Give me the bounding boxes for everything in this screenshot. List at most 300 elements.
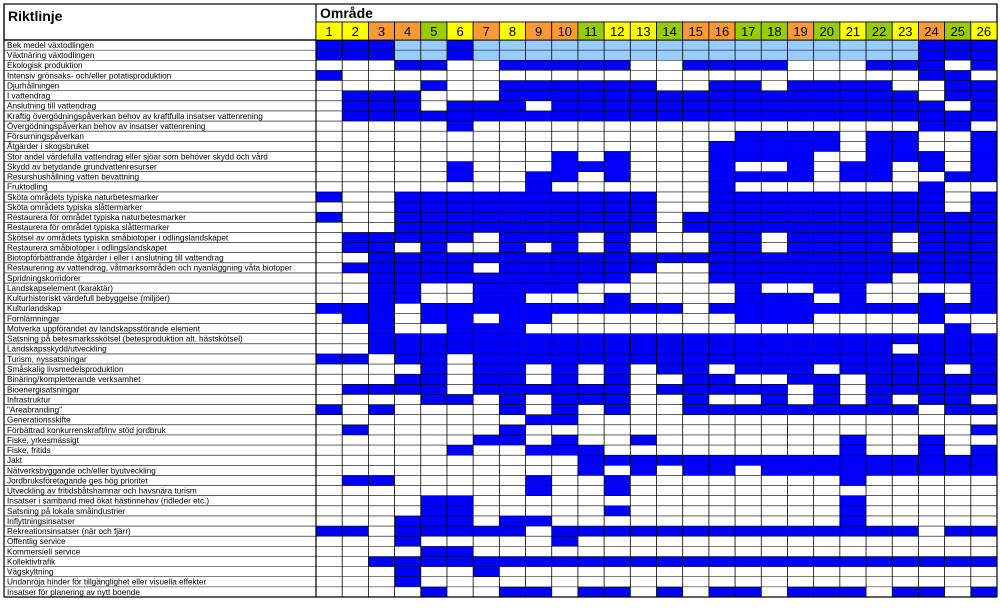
matrix-cell	[787, 212, 813, 222]
matrix-cell	[761, 40, 787, 50]
matrix-cell	[971, 50, 997, 60]
matrix-cell	[630, 101, 656, 111]
row-label: Fiske, fritids	[7, 446, 51, 456]
matrix-cell	[945, 303, 971, 313]
matrix-cell	[473, 526, 499, 536]
row-label: Jakt	[7, 456, 23, 466]
matrix-cell	[761, 334, 787, 344]
matrix-cell	[421, 384, 447, 394]
area-header-label: 11	[584, 24, 598, 39]
matrix-cell	[578, 526, 604, 536]
matrix-cell	[552, 394, 578, 404]
matrix-cell	[526, 354, 552, 364]
matrix-cell	[499, 222, 525, 232]
matrix-cell	[840, 101, 866, 111]
row-label: Landskapselement (karaktär)	[7, 283, 114, 293]
matrix-cell	[918, 212, 944, 222]
matrix-cell	[421, 81, 447, 91]
matrix-cell	[683, 354, 709, 364]
matrix-cell	[316, 303, 342, 313]
matrix-cell	[761, 151, 787, 161]
matrix-cell	[499, 313, 525, 323]
matrix-cell	[604, 374, 630, 384]
matrix-cell	[866, 405, 892, 415]
matrix-cell	[473, 344, 499, 354]
matrix-cell	[866, 151, 892, 161]
matrix-cell	[866, 50, 892, 60]
matrix-cell	[683, 556, 709, 566]
matrix-cell	[735, 344, 761, 354]
matrix-cell	[578, 354, 604, 364]
matrix-cell	[814, 253, 840, 263]
matrix-cell	[892, 455, 918, 465]
matrix-cell	[395, 556, 421, 566]
matrix-cell	[421, 202, 447, 212]
matrix-cell	[761, 141, 787, 151]
matrix-cell	[368, 273, 394, 283]
matrix-cell	[735, 364, 761, 374]
matrix-cell	[473, 202, 499, 212]
matrix-cell	[552, 435, 578, 445]
matrix-cell	[683, 334, 709, 344]
matrix-cell	[526, 283, 552, 293]
matrix-cell	[526, 222, 552, 232]
matrix-cell	[971, 283, 997, 293]
matrix-cell	[499, 374, 525, 384]
matrix-cell	[578, 253, 604, 263]
matrix-cell	[447, 212, 473, 222]
matrix-cell	[421, 313, 447, 323]
row-label: Motverka uppförandet av landskapsstörande element	[7, 324, 200, 334]
matrix-cell	[709, 455, 735, 465]
matrix-cell	[604, 334, 630, 344]
matrix-cell	[971, 131, 997, 141]
matrix-cell	[447, 50, 473, 60]
matrix-cell	[971, 374, 997, 384]
matrix-cell	[499, 91, 525, 101]
row-label: Ekologisk produktion	[7, 61, 83, 71]
matrix-cell	[342, 313, 368, 323]
matrix-cell	[761, 202, 787, 212]
matrix-cell	[421, 253, 447, 263]
matrix-cell	[473, 567, 499, 577]
matrix-cell	[840, 496, 866, 506]
matrix-cell	[918, 111, 944, 121]
matrix-cell	[342, 232, 368, 242]
area-header-label: 6	[456, 24, 464, 39]
matrix-cell	[552, 334, 578, 344]
matrix-cell	[945, 172, 971, 182]
matrix-cell	[683, 465, 709, 475]
matrix-cell	[971, 263, 997, 273]
row-label: Binäring/kompletterande verksamhet	[7, 375, 141, 385]
matrix-cell	[421, 50, 447, 60]
row-label: Offentlig service	[7, 537, 66, 547]
matrix-cell	[709, 111, 735, 121]
matrix-cell	[526, 303, 552, 313]
matrix-cell	[735, 141, 761, 151]
matrix-cell	[866, 354, 892, 364]
matrix-cell	[971, 364, 997, 374]
matrix-cell	[395, 253, 421, 263]
matrix-cell	[840, 81, 866, 91]
matrix-cell	[368, 313, 394, 323]
matrix-cell	[892, 364, 918, 374]
area-header-label: 10	[557, 24, 573, 39]
matrix-cell	[761, 91, 787, 101]
matrix-cell	[787, 141, 813, 151]
matrix-cell	[787, 344, 813, 354]
matrix-cell	[421, 243, 447, 253]
matrix-cell	[892, 556, 918, 566]
matrix-cell	[604, 50, 630, 60]
matrix-cell	[735, 293, 761, 303]
matrix-cell	[499, 253, 525, 263]
matrix-cell	[735, 587, 761, 597]
matrix-cell	[840, 253, 866, 263]
matrix-cell	[971, 141, 997, 151]
matrix-cell	[657, 344, 683, 354]
matrix-cell	[735, 232, 761, 242]
matrix-cell	[709, 405, 735, 415]
matrix-cell	[787, 151, 813, 161]
matrix-cell	[840, 50, 866, 60]
matrix-cell	[866, 60, 892, 70]
matrix-cell	[473, 374, 499, 384]
matrix-cell	[526, 212, 552, 222]
matrix-cell	[499, 364, 525, 374]
matrix-cell	[709, 273, 735, 283]
matrix-cell	[945, 334, 971, 344]
matrix-cell	[709, 182, 735, 192]
matrix-cell	[499, 405, 525, 415]
matrix-cell	[499, 516, 525, 526]
matrix-cell	[918, 273, 944, 283]
matrix-cell	[604, 212, 630, 222]
matrix-cell	[761, 394, 787, 404]
matrix-cell	[578, 344, 604, 354]
matrix-cell	[473, 40, 499, 50]
matrix-cell	[473, 384, 499, 394]
matrix-cell	[735, 384, 761, 394]
matrix-cell	[473, 293, 499, 303]
matrix-cell	[499, 283, 525, 293]
matrix-cell	[683, 111, 709, 121]
matrix-cell	[814, 111, 840, 121]
matrix-cell	[892, 40, 918, 50]
matrix-cell	[918, 354, 944, 364]
matrix-cell	[630, 354, 656, 364]
matrix-cell	[421, 516, 447, 526]
matrix-cell	[499, 50, 525, 60]
area-header-label: 1	[325, 24, 333, 39]
row-label: Kollektivtrafik	[7, 557, 56, 567]
matrix-cell	[840, 526, 866, 536]
matrix-cell	[604, 486, 630, 496]
matrix-cell	[892, 141, 918, 151]
matrix-cell	[787, 50, 813, 60]
matrix-cell	[892, 374, 918, 384]
matrix-cell	[421, 587, 447, 597]
matrix-cell	[840, 91, 866, 101]
row-label: Undanröja hinder för tillgänglighet eller visuella effekter	[7, 577, 207, 587]
matrix-cell	[473, 253, 499, 263]
matrix-cell	[552, 212, 578, 222]
matrix-cell	[945, 374, 971, 384]
matrix-cell	[761, 222, 787, 232]
matrix-cell	[657, 303, 683, 313]
matrix-cell	[683, 91, 709, 101]
matrix-cell	[447, 172, 473, 182]
matrix-cell	[866, 273, 892, 283]
matrix-cell	[787, 405, 813, 415]
matrix-cell	[709, 60, 735, 70]
matrix-cell	[866, 40, 892, 50]
matrix-cell	[421, 374, 447, 384]
matrix-cell	[761, 111, 787, 121]
matrix-cell	[735, 405, 761, 415]
matrix-cell	[918, 202, 944, 212]
matrix-cell	[604, 192, 630, 202]
matrix-cell	[945, 81, 971, 91]
matrix-cell	[368, 556, 394, 566]
matrix-cell	[342, 263, 368, 273]
matrix-cell	[657, 101, 683, 111]
matrix-cell	[971, 455, 997, 465]
matrix-cell	[735, 60, 761, 70]
matrix-cell	[316, 70, 342, 80]
matrix-cell	[787, 222, 813, 232]
matrix-cell	[840, 435, 866, 445]
row-label: Fornlämningar	[7, 314, 60, 324]
matrix-cell	[499, 202, 525, 212]
matrix-cell	[709, 232, 735, 242]
matrix-cell	[447, 263, 473, 273]
matrix-cell	[604, 475, 630, 485]
matrix-cell	[866, 243, 892, 253]
matrix-cell	[578, 465, 604, 475]
matrix-cell	[526, 313, 552, 323]
matrix-cell	[421, 232, 447, 242]
matrix-cell	[840, 465, 866, 475]
matrix-cell	[604, 111, 630, 121]
matrix-cell	[447, 313, 473, 323]
matrix-cell	[421, 334, 447, 344]
matrix-cell	[735, 172, 761, 182]
matrix-cell	[499, 232, 525, 242]
matrix-cell	[840, 364, 866, 374]
matrix-cell	[499, 40, 525, 50]
matrix-cell	[604, 243, 630, 253]
row-label: Infrastruktur	[7, 395, 51, 405]
matrix-cell	[814, 455, 840, 465]
matrix-cell	[866, 334, 892, 344]
matrix-cell	[447, 40, 473, 50]
matrix-cell	[552, 81, 578, 91]
matrix-cell	[814, 131, 840, 141]
matrix-cell	[578, 111, 604, 121]
matrix-cell	[395, 374, 421, 384]
matrix-cell	[552, 283, 578, 293]
column-group-header: Område	[320, 5, 373, 21]
matrix-cell	[814, 40, 840, 50]
matrix-cell	[945, 465, 971, 475]
matrix-cell	[709, 81, 735, 91]
matrix-cell	[552, 374, 578, 384]
matrix-cell	[761, 526, 787, 536]
row-label: Restaurera för området typiska naturbetesmarker	[7, 213, 186, 223]
matrix-cell	[866, 556, 892, 566]
matrix-cell	[552, 111, 578, 121]
matrix-cell	[892, 263, 918, 273]
matrix-cell	[657, 111, 683, 121]
row-label: Skötsel av områdets typiska småbiotoper i odlingslandskapet	[7, 233, 229, 243]
matrix-cell	[473, 283, 499, 293]
matrix-cell	[578, 263, 604, 273]
matrix-cell	[971, 445, 997, 455]
matrix-cell	[526, 91, 552, 101]
matrix-cell	[892, 253, 918, 263]
matrix-cell	[761, 455, 787, 465]
row-label: Småskalig livsmedelsproduktion	[7, 365, 124, 374]
matrix-cell	[971, 425, 997, 435]
matrix-cell	[918, 374, 944, 384]
row-label: Utveckling av fritidsbåtshamnar och havsnära turism	[7, 486, 197, 496]
row-label: Restaurera för området typiska slåttermarker	[7, 223, 170, 233]
matrix-cell	[473, 556, 499, 566]
matrix-cell	[316, 405, 342, 415]
matrix-cell	[342, 425, 368, 435]
matrix-cell	[683, 405, 709, 415]
matrix-cell	[761, 172, 787, 182]
matrix-cell	[368, 111, 394, 121]
matrix-cell	[526, 40, 552, 50]
matrix-cell	[735, 243, 761, 253]
matrix-cell	[421, 303, 447, 313]
matrix-cell	[630, 556, 656, 566]
row-label: Fiske, yrkesmässigt	[7, 435, 79, 445]
matrix-cell	[918, 182, 944, 192]
matrix-cell	[368, 253, 394, 263]
matrix-cell	[761, 212, 787, 222]
matrix-cell	[473, 364, 499, 374]
matrix-cell	[918, 253, 944, 263]
matrix-cell	[316, 354, 342, 364]
matrix-cell	[761, 192, 787, 202]
matrix-cell	[578, 445, 604, 455]
matrix-cell	[840, 556, 866, 566]
matrix-cell	[552, 243, 578, 253]
matrix-cell	[395, 344, 421, 354]
matrix-cell	[630, 263, 656, 273]
matrix-cell	[657, 40, 683, 50]
matrix-cell	[735, 151, 761, 161]
matrix-cell	[368, 475, 394, 485]
matrix-cell	[918, 222, 944, 232]
matrix-cell	[316, 192, 342, 202]
area-header-label: 21	[845, 24, 861, 39]
matrix-cell	[787, 131, 813, 141]
matrix-cell	[735, 202, 761, 212]
row-label: Restaurering av vattendrag, våtmarksområden och nyanläggning våta biotoper	[7, 263, 292, 273]
row-label: Skydd av betydande grundvattenresurser	[7, 162, 157, 172]
matrix-cell	[840, 354, 866, 364]
matrix-cell	[499, 273, 525, 283]
matrix-cell	[421, 192, 447, 202]
matrix-cell	[787, 374, 813, 384]
matrix-cell	[395, 384, 421, 394]
matrix-cell	[395, 91, 421, 101]
matrix-cell	[368, 263, 394, 273]
matrix-cell	[761, 465, 787, 475]
matrix-cell	[709, 222, 735, 232]
matrix-cell	[526, 475, 552, 485]
matrix-cell	[552, 344, 578, 354]
matrix-cell	[840, 283, 866, 293]
matrix-cell	[735, 556, 761, 566]
matrix-cell	[316, 50, 342, 60]
row-label: Djurhållningen	[7, 81, 60, 91]
matrix-cell	[787, 243, 813, 253]
chart-title: Riktlinje	[8, 8, 63, 24]
matrix-cell	[892, 91, 918, 101]
matrix-cell	[814, 405, 840, 415]
matrix-cell	[866, 192, 892, 202]
matrix-cell	[421, 364, 447, 374]
matrix-cell	[840, 172, 866, 182]
matrix-cell	[787, 101, 813, 111]
matrix-cell	[971, 151, 997, 161]
matrix-cell	[971, 587, 997, 597]
matrix-cell	[342, 384, 368, 394]
matrix-cell	[552, 60, 578, 70]
matrix-cell	[395, 283, 421, 293]
matrix-cell	[709, 344, 735, 354]
matrix-cell	[578, 50, 604, 60]
matrix-cell	[787, 334, 813, 344]
matrix-cell	[578, 394, 604, 404]
matrix-cell	[630, 222, 656, 232]
row-label: Intensiv grönsaks- och/eller potatisproduktion	[7, 71, 172, 81]
matrix-cell	[814, 334, 840, 344]
matrix-cell	[316, 40, 342, 50]
matrix-cell	[971, 465, 997, 475]
matrix-cell	[892, 587, 918, 597]
matrix-cell	[552, 172, 578, 182]
matrix-cell	[552, 415, 578, 425]
row-label: Kulturhistoriskt värdefull bebyggelse (miljöer)	[7, 294, 170, 304]
matrix-cell	[447, 253, 473, 263]
matrix-cell	[761, 50, 787, 60]
matrix-cell	[971, 253, 997, 263]
matrix-cell	[473, 192, 499, 202]
matrix-cell	[447, 546, 473, 556]
matrix-cell	[630, 81, 656, 91]
matrix-cell	[683, 253, 709, 263]
matrix-cell	[735, 131, 761, 141]
matrix-cell	[892, 212, 918, 222]
matrix-cell	[499, 192, 525, 202]
matrix-cell	[604, 263, 630, 273]
matrix-cell	[657, 526, 683, 536]
matrix-cell	[814, 465, 840, 475]
matrix-cell	[447, 516, 473, 526]
matrix-cell	[971, 232, 997, 242]
area-header-label: 14	[662, 24, 677, 39]
matrix-cell	[761, 263, 787, 273]
matrix-cell	[395, 567, 421, 577]
area-header-label: 18	[767, 24, 782, 39]
